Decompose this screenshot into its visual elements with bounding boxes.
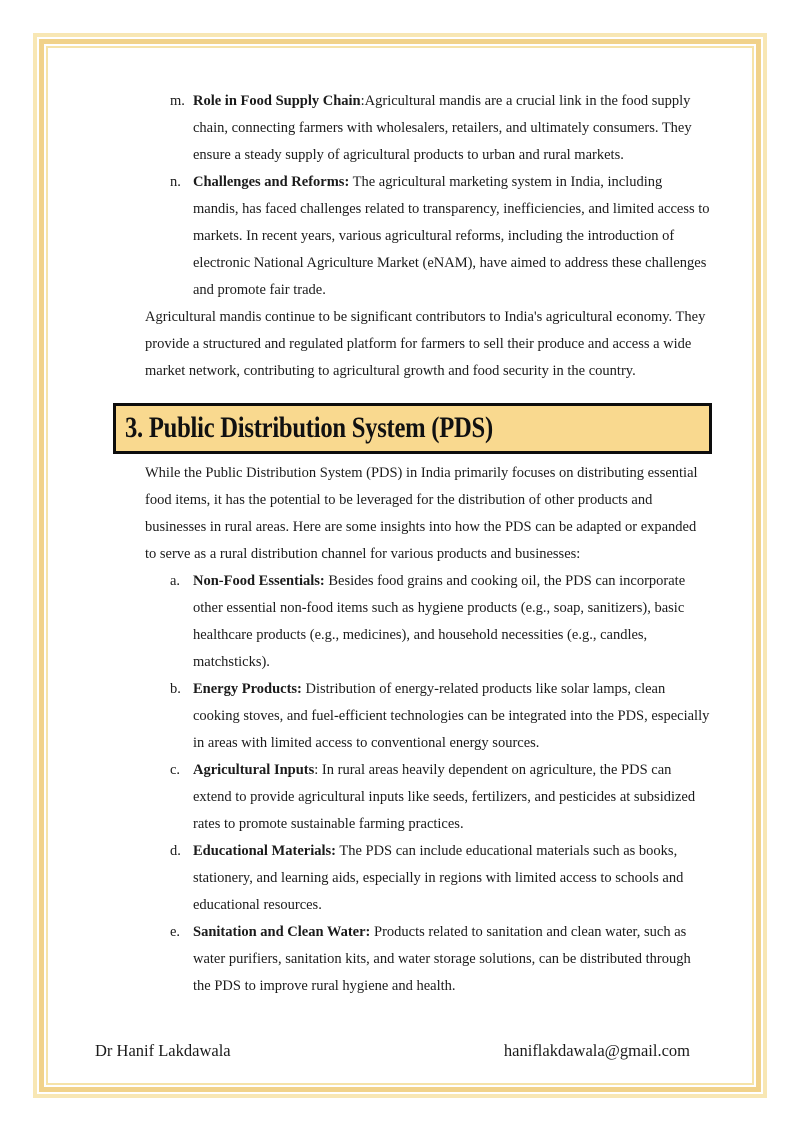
list-item (95, 88, 710, 169)
list-item-marker: n. (170, 174, 181, 190)
list-item-marker: m. (170, 93, 185, 109)
list-item (95, 169, 710, 304)
footer-email: haniflakdawala@gmail.com (503, 1041, 690, 1060)
page-footer (95, 1040, 690, 1062)
mandi-roles-list (95, 88, 710, 304)
list-item (95, 838, 710, 919)
list-item-text: Challenges and Reforms: The agricultural marketing system in India, including mandis, has faced challenges related to transparency, inefficiencies, and limited access to markets. In recent years, various agricultural reforms, including the introduction of electronic National Agriculture Market (eNAM), have aimed to address these challenges and promote fair trade. (193, 174, 710, 298)
list-item (95, 568, 710, 676)
list-item-marker: a. (170, 573, 181, 589)
section-heading: 3. Public Distribution System (PDS) (125, 411, 493, 444)
list-item-text: Non-Food Essentials: Besides food grains and cooking oil, the PDS can incorporate other essential non-food items such as hygiene products (e.g., soap, sanitizers), basic healthcare products (e.g., medicines), and household necessities (e.g., candles, matchsticks). (193, 573, 686, 670)
pds-adaptations-list (95, 568, 710, 1000)
list-item-text: Agricultural Inputs: In rural areas heavily dependent on agriculture, the PDS can extend to provide agricultural inputs like seeds, fertilizers, and pesticides at subsidized rates to promote sustainable farming practices. (193, 762, 696, 832)
list-item-marker: d. (170, 843, 181, 859)
list-item-marker: e. (170, 924, 181, 940)
closing-paragraph: Agricultural mandis continue to be significant contributors to India's agricultural economy. They provide a structured and regulated platform for farmers to sell their produce and access a wide market network, contributing to agricultural growth and food security in the country. (145, 309, 706, 379)
section-heading-box (113, 403, 712, 454)
list-item (95, 676, 710, 757)
list-item (95, 757, 710, 838)
list-item-text: Sanitation and Clean Water: Products related to sanitation and clean water, such as water purifiers, sanitation kits, and water storage solutions, can be distributed through the PDS to improve rural hygiene and health. (193, 924, 691, 994)
intro-paragraph: While the Public Distribution System (PDS) in India primarily focuses on distributing essential food items, it has the potential to be leveraged for the distribution of other products and businesses in rural areas. Here are some insights into how the PDS can be adapted or expanded to serve as a rural distribution channel for various products and businesses: (145, 465, 698, 562)
list-item-text: Role in Food Supply Chain:Agricultural mandis are a crucial link in the food supply chain, connecting farmers with wholesalers, retailers, and ultimately consumers. They ensure a steady supply of agricultural products to urban and rural markets. (193, 93, 692, 163)
footer-author: Dr Hanif Lakdawala (95, 1041, 231, 1060)
list-item (95, 919, 710, 1000)
page-content (95, 0, 710, 1131)
list-item-marker: b. (170, 681, 181, 697)
list-item-text: Energy Products: Distribution of energy-related products like solar lamps, clean cooking stoves, and fuel-efficient technologies can be integrated into the PDS, especially in areas with limited access to conventional energy sources. (193, 681, 710, 751)
list-item-marker: c. (170, 762, 181, 778)
list-item-text: Educational Materials: The PDS can include educational materials such as books, stationery, and learning aids, especially in regions with limited access to schools and educational resources. (193, 843, 684, 913)
